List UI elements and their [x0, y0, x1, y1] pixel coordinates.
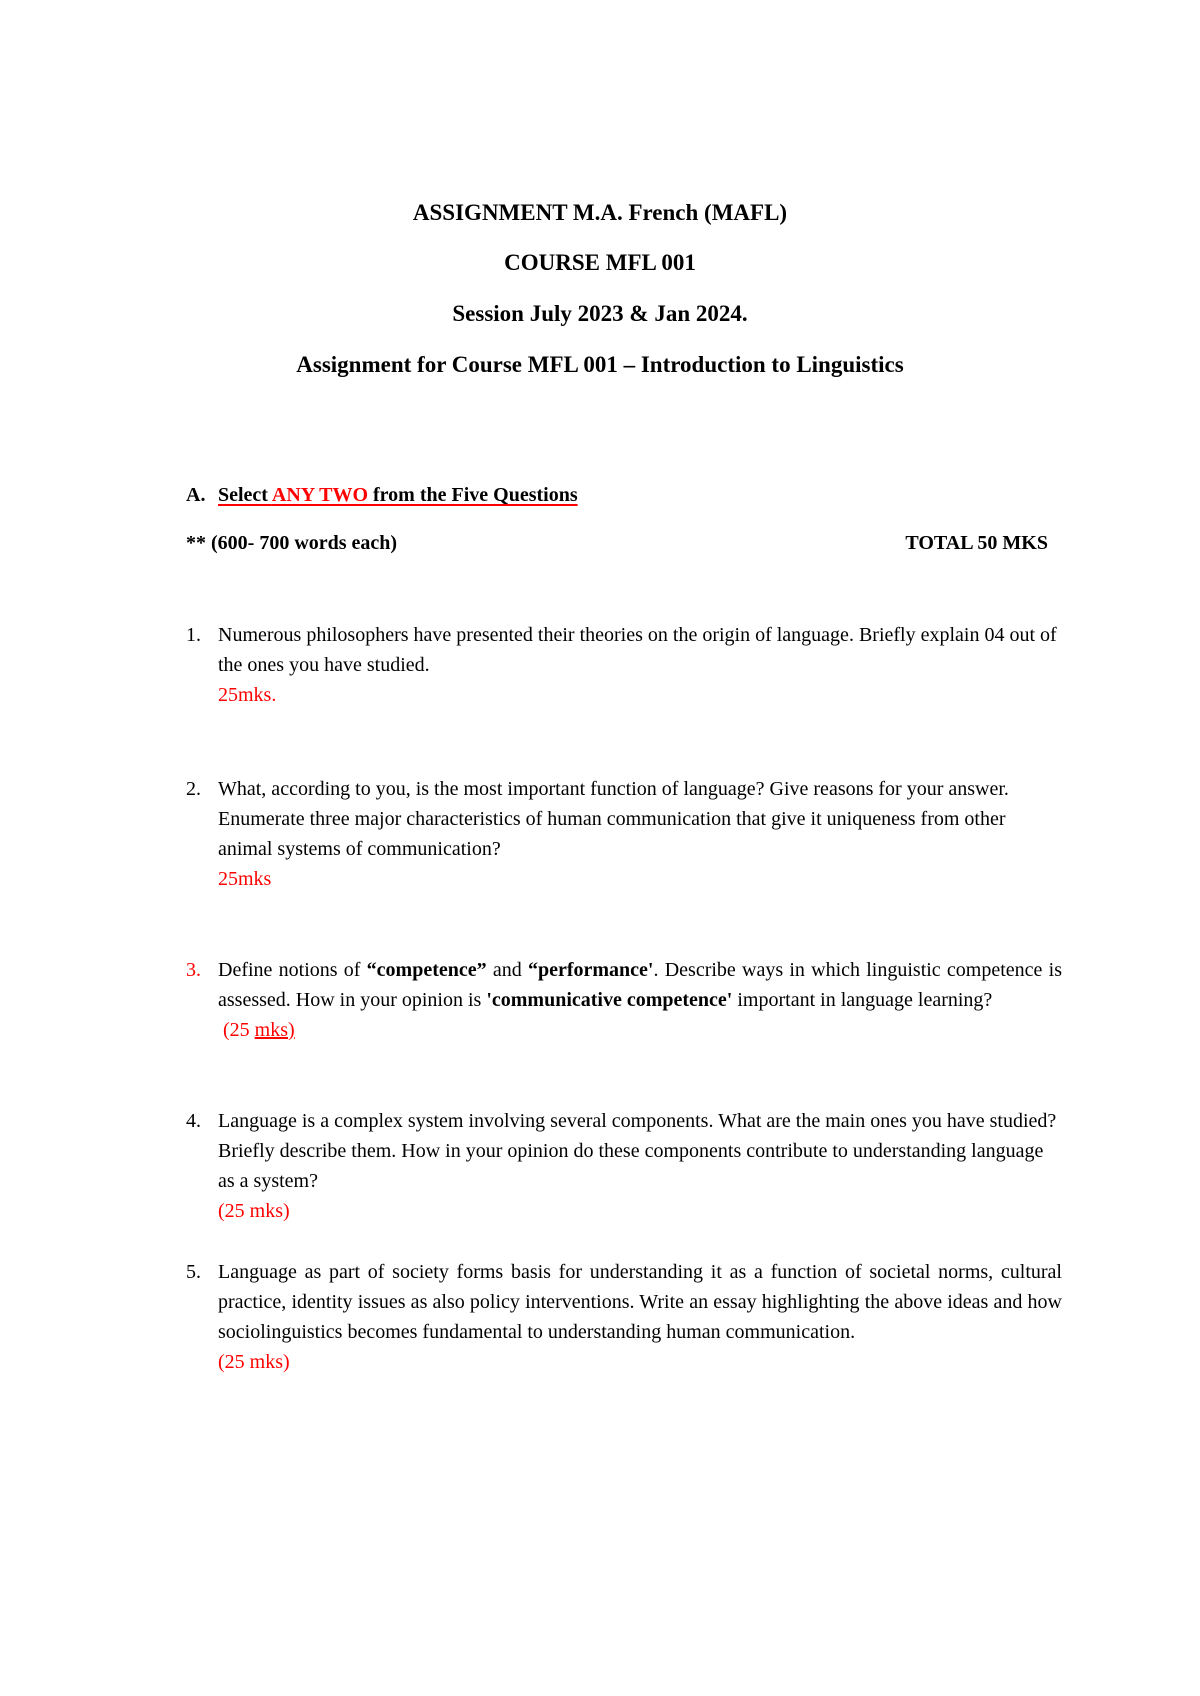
session-line: Session July 2023 & Jan 2024. [452, 301, 748, 326]
section-letter: A. [186, 484, 206, 506]
question-4-text: Language is a complex system involving several components. What are the main ones you have studied? Briefly describe them. How in your opinion do these components contribute to understanding language as a system? [218, 1110, 1057, 1192]
section-a-heading [186, 482, 578, 508]
q3-part4: important in language learning? [732, 989, 993, 1011]
header-title: ASSIGNMENT M.A. French (MAFL) [412, 200, 788, 225]
question-2-marks: 25mks [218, 868, 272, 890]
question-2-text: What, according to you, is the most important function of language? Give reasons for your answer. Enumerate three major characteristics of human communication that give it uniqueness from other animal systems of communication? [218, 778, 1009, 860]
question-text [218, 1257, 1062, 1377]
q3-part3: . Describe ways in which linguistic competence is assessed. How in your opinion is [218, 959, 1062, 1011]
q3-term-performance: “performance' [527, 959, 654, 981]
question-5-text: Language as part of society forms basis for understanding it as a function of societal norms, cultural practice, identity issues as also policy interventions. Write an essay highlighting the above ideas and how sociolinguistics becomes fundamental to understanding human communication. [218, 1261, 1062, 1343]
instruction-highlight: ANY TWO [271, 484, 368, 506]
question-5-marks: (25 mks) [218, 1351, 290, 1373]
question-text [218, 955, 1062, 1045]
q3-part2: and [486, 959, 528, 981]
question-4-marks: (25 mks) [218, 1200, 290, 1222]
section-instruction [218, 484, 578, 506]
question-number: 1. [186, 624, 201, 646]
question-text [218, 1106, 1062, 1226]
question-3 [186, 955, 1062, 1045]
instruction-post: from the Five Questions [368, 484, 578, 506]
question-4 [186, 1106, 1062, 1226]
course-code: COURSE MFL 001 [504, 250, 696, 275]
question-3-marks [218, 1019, 295, 1041]
assignment-subtitle: Assignment for Course MFL 001 – Introduction to Linguistics [296, 352, 904, 377]
word-limit-line [186, 530, 1048, 556]
question-1 [186, 620, 1062, 710]
q3-marks-open: (25 [218, 1019, 255, 1041]
question-number: 5. [186, 1261, 201, 1283]
total-marks: TOTAL 50 MKS [905, 532, 1048, 554]
question-5 [186, 1257, 1062, 1377]
q3-term-communicative: 'communicative competence' [486, 989, 733, 1011]
q3-term-competence: “competence” [366, 959, 487, 981]
question-number: 2. [186, 778, 201, 800]
question-text [218, 620, 1062, 710]
word-limit: ** (600- 700 words each) [186, 532, 398, 554]
question-number: 3. [186, 959, 201, 981]
question-text [218, 774, 1062, 894]
q3-marks-unit: mks) [254, 1019, 295, 1041]
question-1-text: Numerous philosophers have presented their theories on the origin of language. Briefly explain 04 out of the ones you have studied. [218, 624, 1057, 676]
question-1-marks: 25mks. [218, 684, 277, 706]
q3-part1: Define notions of [218, 959, 367, 981]
instruction-pre: Select [218, 484, 272, 506]
question-2 [186, 774, 1062, 894]
question-number: 4. [186, 1110, 201, 1132]
